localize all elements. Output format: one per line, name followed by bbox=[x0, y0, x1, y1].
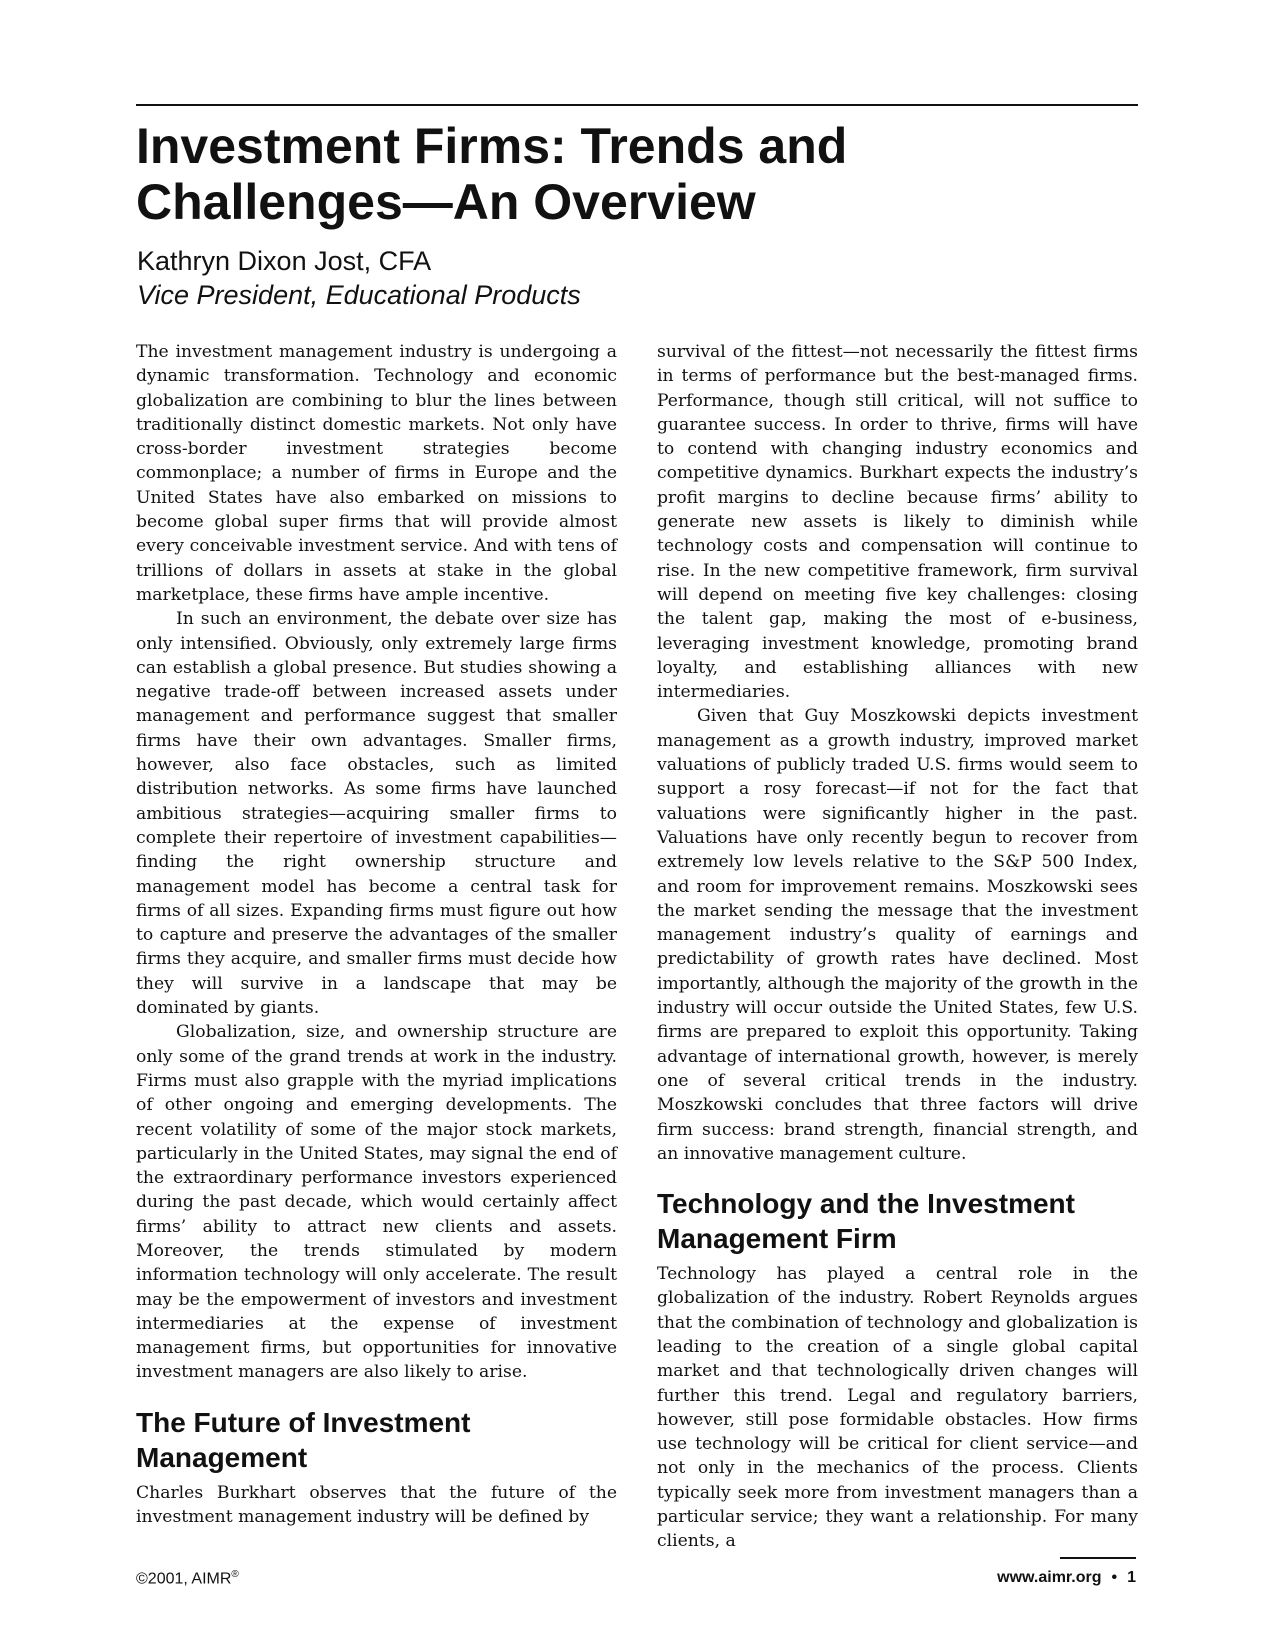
section-heading-future bbox=[136, 1405, 617, 1475]
author-role: Vice President, Educational Products bbox=[137, 280, 581, 310]
paragraph: In such an environment, the debate over size has only intensified. Obviously, only extremely large firms can establish a global presence. But studies showing a negative trade-off between increased assets under management and performance suggest that smaller firms have their own advantages. Smaller firms, however, also face obstacles, such as limited distribution networks. As some firms have launched ambitious strategies—acquiring smaller firms to complete their repertoire of investment capabilities—finding the right ownership structure and management model has become a central task for firms of all sizes. Expanding firms must figure out how to capture and preserve the advantages of the smaller firms they acquire, and smaller firms must decide how they will survive in a landscape that may be dominated by giants. bbox=[136, 609, 617, 1019]
heading-line: Management bbox=[136, 1441, 308, 1473]
paragraph: Charles Burkhart observes that the future of the investment management industry will be defined by bbox=[136, 1482, 617, 1528]
article-title bbox=[136, 118, 1136, 230]
title-line-2: Challenges—An Overview bbox=[136, 174, 756, 230]
paragraph: Given that Guy Moszkowski depicts investment management as a growth industry, improved market valuations of publicly traded U.S. firms would seem to support a rosy forecast—if not for the fact that valuations were significantly higher in the past. Valuations have only recently begun to recover from extremely low levels relative to the S&P 500 Index, and room for improvement remains. Moszkowski sees the market sending the message that the investment management industry’s quality of earnings and predictability of growth rates have declined. Most importantly, although the majority of the growth in the industry will occur outside the United States, few U.S. firms are prepared to exploit this opportunity. Taking advantage of international growth, however, is merely one of several critical trends in the industry. Moszkowski concludes that three factors will drive firm success: brand strength, financial strength, and an innovative management culture. bbox=[657, 706, 1138, 1164]
footer-site bbox=[997, 1569, 1136, 1587]
left-column bbox=[136, 340, 617, 1529]
title-line-1: Investment Firms: Trends and bbox=[136, 118, 848, 174]
paragraph: Globalization, size, and ownership structure are only some of the grand trends at work in the industry. Firms must also grapple with the myriad implications of other ongoing and emerging developments. The recent volatility of some of the major stock markets, particularly in the United States, may signal the end of the extraordinary performance investors experienced during the past decade, which would certainly affect firms’ ability to attract new clients and assets. Moreover, the trends stimulated by modern information technology will only accelerate. The result may be the empowerment of investors and investment intermediaries at the expense of investment management firms, but opportunities for innovative investment managers are also likely to arise. bbox=[136, 1022, 617, 1383]
top-rule bbox=[136, 104, 1138, 106]
paragraph: The investment management industry is undergoing a dynamic transformation. Technology and economic globalization are combining to blur the lines between traditionally distinct domestic markets. Not only have cross-border investment strategies become commonplace; a number of firms in Europe and the United States have also embarked on missions to become global super firms that will provide almost every conceivable investment service. And with tens of trillions of dollars in assets at stake in the global marketplace, these firms have ample incentive. bbox=[136, 342, 617, 605]
bullet-separator: • bbox=[1111, 1569, 1118, 1586]
paragraph: survival of the fittest—not necessarily the fittest firms in terms of performance but the best-managed firms. Performance, though still critical, will not suffice to guarantee success. In order to thrive, firms will have to contend with changing industry economics and competitive dynamics. Burkhart expects the industry’s profit margins to decline because firms’ ability to generate new assets is likely to diminish while technology costs and compensation will continue to rise. In the new competitive framework, firm survival will depend on meeting five key challenges: closing the talent gap, making the most of e-business, leveraging investment knowledge, promoting brand loyalty, and establishing alliances with new intermediaries. bbox=[657, 342, 1138, 703]
section-heading-technology bbox=[657, 1186, 1138, 1256]
footer-rule bbox=[1060, 1557, 1136, 1559]
paragraph: Technology has played a central role in the globalization of the industry. Robert Reynolds argues that the combination of technology and globalization is leading to the creation of a single global capital market and that technologically driven changes will further this trend. Legal and regulatory barriers, however, still pose formidable obstacles. How firms use technology will be critical for client service—and not only in the mechanics of the process. Clients typically seek more from investment managers than a particular service; they want a relationship. For many clients, a bbox=[657, 1264, 1138, 1552]
heading-line: The Future of Investment bbox=[136, 1406, 471, 1438]
copyright-text: ©2001, AIMR bbox=[136, 1570, 232, 1588]
right-column bbox=[657, 340, 1138, 1554]
author-block bbox=[137, 244, 581, 312]
heading-line: Technology and the Investment bbox=[657, 1188, 1075, 1220]
heading-line: Management Firm bbox=[657, 1223, 897, 1255]
website-link[interactable]: www.aimr.org bbox=[997, 1569, 1102, 1586]
footer-copyright bbox=[136, 1569, 239, 1588]
page-number: 1 bbox=[1127, 1569, 1136, 1586]
registered-mark: ® bbox=[231, 1569, 239, 1580]
author-name: Kathryn Dixon Jost, CFA bbox=[137, 246, 432, 276]
